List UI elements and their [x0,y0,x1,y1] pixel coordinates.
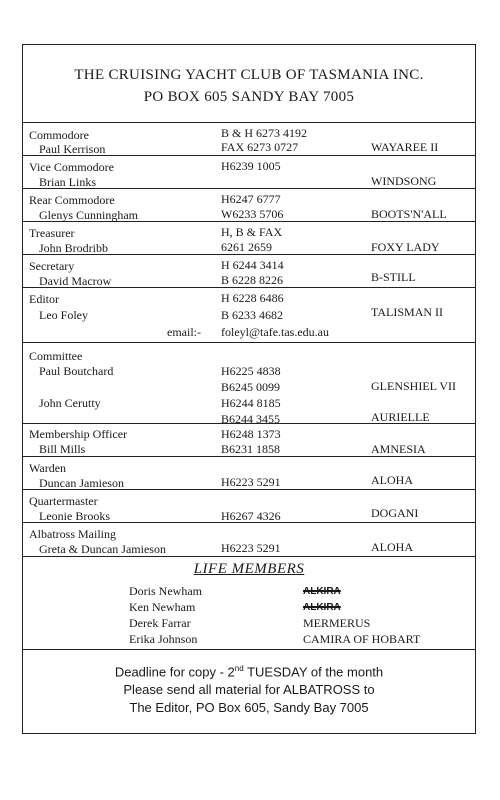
email-link[interactable]: foleyl@tafe.tas.edu.au [221,325,330,339]
phone: B6231 1858 [221,442,281,456]
phone: B6245 0099 [221,380,281,394]
section-membership-officer [23,424,475,457]
section-vice-commodore [23,156,475,189]
phone: H6267 4326 [221,509,281,523]
life-member-yacht-struck: ALKIRA [303,586,341,597]
yacht-name: AURIELLE [371,410,430,424]
officer-name: John Brodribb [39,241,108,255]
phone: H6239 1005 [221,159,281,173]
officer-name: David Macrow [39,274,112,288]
yacht-name: WINDSONG [371,174,437,188]
email-label: email:- [167,325,201,339]
ordinal-suffix: nd [234,664,244,673]
phone: B & H 6273 4192 [221,126,308,140]
role-title: Vice Commodore [29,160,114,174]
life-members-title: LIFE MEMBERS [193,561,305,577]
officer-name: Brian Links [39,175,96,189]
life-member-yacht-struck: ALKIRA [303,602,341,613]
submission-notice: Please send all material for ALBATROSS to [123,682,375,697]
phone: H6223 5291 [221,541,281,555]
section-committee [23,343,475,424]
role-title: Treasurer [29,226,75,240]
phone: W6233 5706 [221,207,284,221]
phone: 6261 2659 [221,240,272,254]
editor-address: The Editor, PO Box 605, Sandy Bay 7005 [129,700,369,715]
section-life-members [23,557,475,650]
section-treasurer [23,222,475,255]
phone: H6223 5291 [221,475,281,489]
club-address: PO BOX 605 SANDY BAY 7005 [143,89,355,105]
officer-name: Paul Kerrison [39,142,106,156]
officer-name: Leo Foley [39,308,88,322]
phone: H, B & FAX [221,225,283,239]
yacht-name: BOOTS'N'ALL [371,207,447,221]
section-editor [23,288,475,343]
phone: B 6233 4682 [221,308,284,322]
section-secretary [23,255,475,288]
role-title: Rear Commodore [29,193,115,207]
officer-name: Duncan Jamieson [39,476,124,490]
yacht-name: TALISMAN II [371,305,444,319]
section-rear-commodore [23,189,475,222]
deadline-text-end: TUESDAY of the month [243,664,384,680]
phone: H6225 4838 [221,364,281,378]
role-title: Committee [29,349,83,363]
section-quartermaster [23,490,475,523]
phone: B6244 3455 [221,412,281,426]
yacht-name: B-STILL [371,270,416,284]
role-title: Albatross Mailing [29,527,116,541]
phone: H 6244 3414 [221,258,284,272]
life-member-yacht: MERMERUS [303,616,371,630]
yacht-name: AMNESIA [371,442,426,456]
yacht-name: ALOHA [371,473,413,487]
life-member-name: Doris Newham [129,584,202,598]
role-title: Commodore [29,128,89,142]
yacht-name: FOXY LADY [371,240,440,254]
yacht-name: WAYAREE II [371,140,439,154]
officer-list-panel [22,44,476,734]
yacht-name: GLENSHIEL VII [371,379,456,393]
role-title: Warden [29,461,67,475]
section-albatross-mailing [23,523,475,557]
life-member-name: Erika Johnson [129,632,198,646]
officer-name: Bill Mills [39,442,86,456]
deadline-notice [23,664,475,679]
yacht-name: DOGANI [371,506,419,520]
role-title: Quartermaster [29,494,98,508]
officer-name: Glenys Cunningham [39,208,138,222]
role-title: Membership Officer [29,427,128,441]
phone: H6247 6777 [221,192,281,206]
officer-name: Leonie Brooks [39,509,110,523]
phone: H6248 1373 [221,427,281,441]
officer-name: Greta & Duncan Jamieson [39,542,166,556]
deadline-text: Deadline for copy - 2 [114,664,235,680]
officer-name: Paul Boutchard [39,364,114,378]
phone: B 6228 8226 [221,273,284,287]
role-title: Editor [29,292,59,306]
life-member-yacht: CAMIRA OF HOBART [303,632,421,646]
club-header [23,45,475,123]
life-member-name: Derek Farrar [129,616,191,630]
club-name: THE CRUISING YACHT CLUB OF TASMANIA INC. [74,67,424,83]
officer-name: John Cerutty [39,396,101,410]
phone: H6244 8185 [221,396,281,410]
section-warden [23,457,475,490]
yacht-name: ALOHA [371,540,413,554]
role-title: Secretary [29,259,75,273]
phone: H 6228 6486 [221,291,284,305]
section-commodore [23,123,475,156]
fax: FAX 6273 0727 [221,140,299,154]
life-member-name: Ken Newham [129,600,196,614]
